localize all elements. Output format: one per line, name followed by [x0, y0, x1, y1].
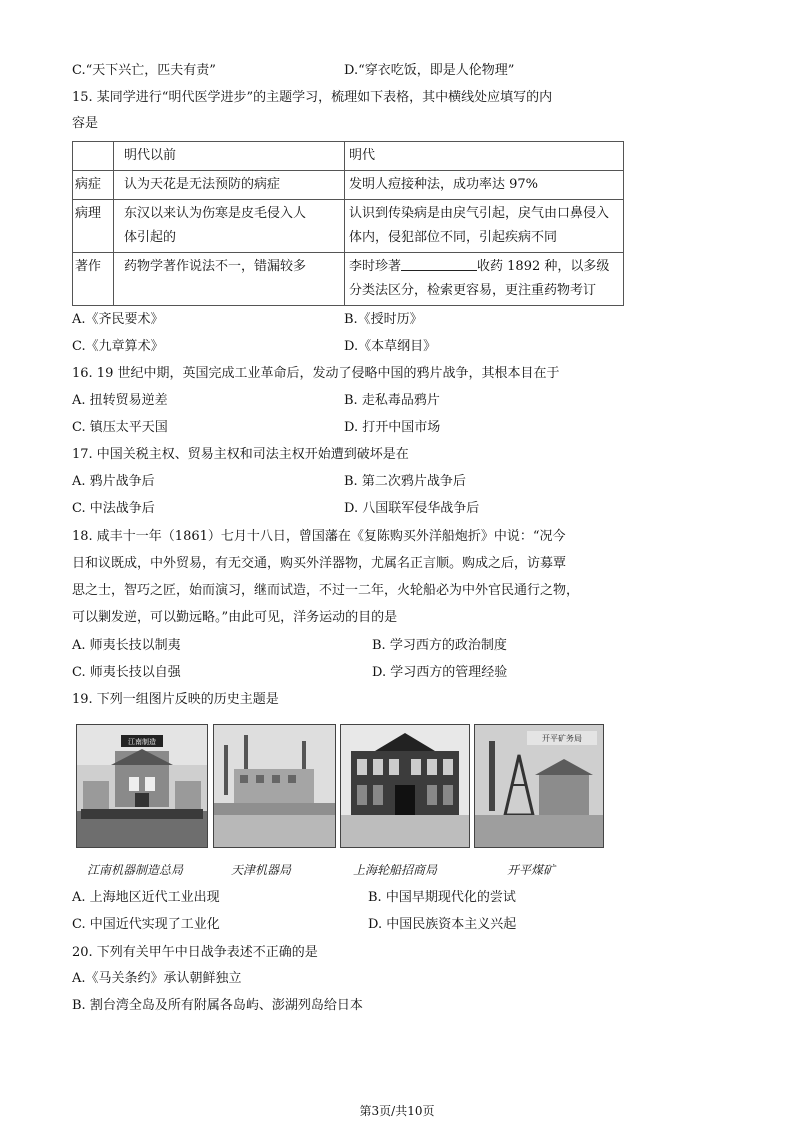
q17-option-a: A. 鸦片战争后 — [72, 474, 155, 489]
cell-text: 发明人痘接种法，成功率达 97% — [349, 177, 539, 192]
q18-stem-line4: 可以剿发逆，可以勤远略。”由此可见，洋务运动的目的是 — [72, 610, 398, 625]
photo-kaiping-coal-mine — [474, 724, 604, 848]
q19-stem: 19. 下列一组图片反映的历史主题是 — [72, 692, 279, 707]
q17-option-d: D. 八国联军侵华战争后 — [344, 501, 480, 516]
photo-sign-text: 开平矿务局 — [542, 734, 582, 743]
q16-option-b: B. 走私毒品鸦片 — [344, 393, 440, 408]
table-header-cell — [73, 142, 114, 171]
q18-option-c: C. 师夷长技以自强 — [72, 665, 181, 680]
cell-text: 收药 1892 种，以多级 — [477, 259, 610, 274]
row-label: 病症 — [73, 171, 114, 200]
q19-option-c: C. 中国近代实现了工业化 — [72, 917, 220, 932]
caption-tianjin: 天津机器局 — [231, 863, 292, 877]
q17-option-b: B. 第二次鸦片战争后 — [344, 474, 466, 489]
cell-text: 东汉以来认为伤寒是皮毛侵入人 — [124, 206, 307, 221]
q15-option-b: B.《授时历》 — [344, 312, 423, 327]
cell-before — [114, 171, 345, 200]
q15-table — [72, 141, 624, 306]
q17-option-c: C. 中法战争后 — [72, 501, 155, 516]
q18-option-d: D. 学习西方的管理经验 — [372, 665, 508, 680]
page-footer: 第3页/共10页 — [359, 1104, 435, 1118]
answer-blank — [401, 258, 477, 271]
q19-option-a: A. 上海地区近代工业出现 — [72, 890, 220, 905]
q20-stem: 20. 下列有关甲午中日战争表述不正确的是 — [72, 945, 318, 960]
cell-ming — [345, 200, 624, 253]
cell-text: 分类法区分，检索更容易，更注重药物考订 — [349, 283, 597, 298]
q19-option-b: B. 中国早期现代化的尝试 — [368, 890, 516, 905]
cell-text: 体引起的 — [124, 230, 177, 245]
table-row — [73, 253, 624, 306]
photo-sign-text: 江南制造 — [128, 738, 156, 746]
q19-option-d: D. 中国民族资本主义兴起 — [368, 917, 517, 932]
q14-option-c: C.“天下兴亡，匹夫有责” — [72, 63, 216, 78]
cell-text: 体内，侵犯部位不同，引起疾病不同 — [349, 230, 558, 245]
q18-stem-line3: 思之士，智巧之匠，始而演习，继而试造，不过一二年，火轮船必为中外官民通行之物， — [72, 583, 580, 598]
cell-text: 认识到传染病是由戾气引起，戾气由口鼻侵入 — [349, 206, 610, 221]
cell-text: 李时珍著 — [349, 259, 402, 274]
q14-option-d: D.“穿衣吃饭，即是人伦物理” — [344, 63, 515, 78]
cell-before — [114, 253, 345, 306]
caption-jiangnan: 江南机器制造总局 — [87, 863, 184, 877]
cell-text: 认为天花是无法预防的病症 — [124, 177, 281, 192]
q15-option-a: A.《齐民要术》 — [72, 312, 164, 327]
cell-ming — [345, 253, 624, 306]
table-header-cell: 明代 — [345, 142, 624, 171]
photo-tianjin-machinery — [213, 724, 336, 848]
table-row — [73, 200, 624, 253]
cell-text: 药物学著作说法不一，错漏较多 — [124, 259, 307, 274]
row-label: 病理 — [73, 200, 114, 253]
table-header-row — [73, 142, 624, 171]
q16-option-d: D. 打开中国市场 — [344, 420, 441, 435]
photo-shanghai-steamship — [340, 724, 470, 848]
q16-option-a: A. 扭转贸易逆差 — [72, 393, 168, 408]
cell-ming — [345, 171, 624, 200]
table-header-cell: 明代以前 — [114, 142, 345, 171]
q15-option-d: D.《本草纲目》 — [344, 339, 437, 354]
photo-jiangnan-arsenal — [76, 724, 208, 848]
table-row — [73, 171, 624, 200]
q18-option-a: A. 师夷长技以制夷 — [72, 638, 181, 653]
q15-stem-line2: 容是 — [72, 116, 99, 131]
q16-option-c: C. 镇压太平天国 — [72, 420, 168, 435]
q17-stem: 17. 中国关税主权、贸易主权和司法主权开始遭到破坏是在 — [72, 447, 409, 462]
q20-option-a: A.《马关条约》承认朝鲜独立 — [72, 971, 242, 986]
q18-stem-line2: 日和议既成，中外贸易，有无交通，购买外洋器物，尤属名正言顺。购成之后，访募覃 — [72, 556, 567, 571]
q16-stem: 16. 19 世纪中期，英国完成工业革命后，发动了侵略中国的鸦片战争，其根本目在于 — [72, 366, 560, 381]
q18-option-b: B. 学习西方的政治制度 — [372, 638, 507, 653]
caption-shanghai: 上海轮船招商局 — [353, 863, 438, 877]
q18-stem-line1: 18. 咸丰十一年（1861）七月十八日，曾国藩在《复陈购买外洋船炮折》中说：“况今 — [72, 529, 566, 544]
caption-kaiping: 开平煤矿 — [507, 863, 556, 877]
q20-option-b: B. 割台湾全岛及所有附属各岛屿、澎湖列岛给日本 — [72, 998, 363, 1013]
row-label: 著作 — [73, 253, 114, 306]
cell-before — [114, 200, 345, 253]
q15-option-c: C.《九章算术》 — [72, 339, 164, 354]
q15-stem-line1: 15. 某同学进行“明代医学进步”的主题学习，梳理如下表格，其中横线处应填写的内 — [72, 90, 553, 105]
